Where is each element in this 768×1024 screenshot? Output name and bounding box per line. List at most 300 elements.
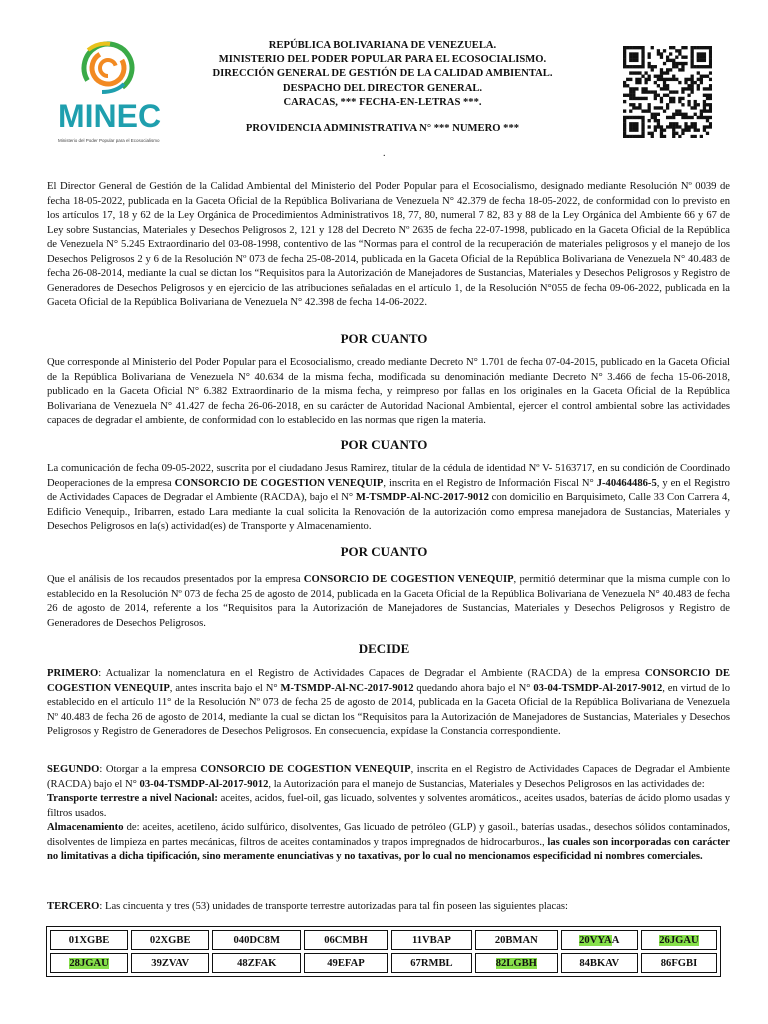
qr-module [623,62,626,65]
qr-module [629,71,632,74]
qr-module [654,90,657,93]
qr-module [678,81,681,84]
text-run: La comunicación de fecha 09-05-2022, suscrita por el ciudadano Jesus Ramirez, titular de la cédula de identidad Nº V- 5163717, en su condición de Coordinado Deoperaciones de la empresa [47,463,730,489]
qr-module [684,78,687,81]
qr-module [635,87,638,90]
qr-module [660,68,663,71]
qr-module [660,132,663,135]
qr-module [691,135,694,138]
qr-module [675,132,678,135]
qr-module [641,56,644,59]
qr-module [641,122,644,125]
qr-module [635,56,638,59]
qr-module [675,78,678,81]
qr-module [651,65,654,68]
qr-module [632,59,635,62]
qr-module [691,46,694,49]
qr-module [666,87,669,90]
header-line: DIRECCIÓN GENERAL DE GESTIÓN DE LA CALIDAD AMBIENTAL. [212,68,553,80]
qr-module [632,103,635,106]
qr-module [641,52,644,55]
qr-module [638,97,641,100]
qr-module [706,103,709,106]
rif-number: J-40464486-5 [596,477,657,489]
qr-module [691,125,694,128]
qr-module [644,90,647,93]
qr-module [648,78,651,81]
qr-module [654,94,657,97]
qr-module [660,75,663,78]
qr-module [629,135,632,138]
qr-module [681,65,684,68]
qr-module [706,94,709,97]
qr-module [666,106,669,109]
clause-label: TERCERO [47,901,100,912]
qr-module [641,90,644,93]
qr-module [629,87,632,90]
qr-module [635,71,638,74]
transporte-label: Transporte terrestre a nivel Nacional: [47,793,218,804]
qr-module [709,49,712,52]
qr-module [635,97,638,100]
qr-module [703,106,706,109]
company-name: CONSORCIO DE COGESTION VENEQUIP [47,668,731,694]
qr-module [669,59,672,62]
qr-module [694,46,697,49]
qr-module [629,97,632,100]
qr-module [700,75,703,78]
qr-module [654,97,657,100]
text-run: , la Autorización para el manejo de Sustancias, Materiales y Desechos Peligrosos en las actividades de: [268,778,705,790]
qr-module [691,78,694,81]
qr-module [632,52,635,55]
qr-module [666,56,669,59]
qr-module [635,59,638,62]
qr-module [635,125,638,128]
qr-module [703,52,706,55]
qr-module [648,109,651,112]
qr-module [629,94,632,97]
qr-module [641,46,644,49]
qr-module [632,125,635,128]
text-run: : Actualizar la nomenclatura en el Registro de Actividades Capaces de Degradar el Ambiente (RACDA) de la empresa [98,668,645,679]
qr-module [681,128,684,131]
qr-module [626,116,629,119]
qr-module [669,125,672,128]
text-run: , inscrita en el Registro de Información Fiscal N° [383,477,597,489]
qr-module [706,119,709,122]
qr-module [626,94,629,97]
qr-module [669,46,672,49]
qr-module [623,122,626,125]
qr-module [675,125,678,128]
qr-module [641,59,644,62]
qr-module [657,122,660,125]
qr-module [678,113,681,116]
qr-module [651,90,654,93]
plate-cell: 02XGBE [131,930,209,950]
qr-module [709,65,712,68]
qr-module [681,113,684,116]
qr-module [641,65,644,68]
qr-module [700,135,703,138]
header-dot: . [383,148,386,159]
qr-module [635,65,638,68]
plate-cell [641,930,717,950]
text-run: : Las cincuenta y tres (53) unidades de transporte terrestre autorizadas para tal fin poseen las siguientes placas: [99,901,568,912]
qr-module [706,65,709,68]
qr-module [675,56,678,59]
qr-module [663,84,666,87]
header-line: CARACAS, *** FECHA-EN-LETRAS ***. [283,96,482,108]
qr-module [648,106,651,109]
plate-cell: 11VBAP [391,930,472,950]
qr-module [669,100,672,103]
qr-module [703,116,706,119]
qr-module [709,122,712,125]
qr-module [648,56,651,59]
qr-module [675,49,678,52]
qr-module [703,125,706,128]
qr-module [681,68,684,71]
plate-cell: 67RMBL [391,953,472,973]
qr-module [657,119,660,122]
qr-module [681,46,684,49]
qr-module [681,90,684,93]
qr-module [666,59,669,62]
header-line: REPÚBLICA BOLIVARIANA DE VENEZUELA. [268,40,497,51]
qr-module [709,103,712,106]
por-cuanto-paragraph-3 [47,573,730,631]
qr-module [623,116,626,119]
plates-row [50,930,717,950]
plate-cell: 040DC8M [212,930,301,950]
qr-module [709,62,712,65]
qr-module [648,62,651,65]
qr-module [648,75,651,78]
qr-module [638,81,641,84]
qr-module [669,78,672,81]
qr-module [675,62,678,65]
qr-module [703,59,706,62]
qr-module [657,75,660,78]
qr-module [644,87,647,90]
qr-module [641,75,644,78]
qr-module [663,81,666,84]
qr-module [632,94,635,97]
qr-module [703,100,706,103]
text-run: , permitió determinar que la misma cumple con lo establecido en la Resolución Nº 073 de fecha 25 de agosto de 2014, publicada en la Gaceta Oficial de la República Bolivariana de Venezuela N° 40.483 de fecha 26 de agosto de 2014, referente a los “Requisitos para la Autorización de Manejadores de Sustancias, Materiales y Desechos Peligrosos y Registro de Generadores de Desechos Peligrosos. [47,574,730,629]
qr-module [666,94,669,97]
qr-module [697,65,700,68]
qr-module [629,52,632,55]
qr-module [660,97,663,100]
qr-module [672,75,675,78]
plate-cell: 20BMAN [475,930,557,950]
qr-module [657,94,660,97]
qr-module [706,132,709,135]
qr-module [641,132,644,135]
qr-module [648,65,651,68]
qr-module [648,125,651,128]
qr-module [700,52,703,55]
qr-module [703,87,706,90]
qr-module [663,49,666,52]
qr-module [691,106,694,109]
qr-module [629,103,632,106]
qr-module [684,81,687,84]
qr-module [703,46,706,49]
qr-module [648,103,651,106]
plate-cell: 01XGBE [50,930,128,950]
qr-module [691,62,694,65]
qr-module [687,103,690,106]
qr-module [678,52,681,55]
qr-module [629,59,632,62]
qr-module [672,122,675,125]
por-cuanto-paragraph-1: Que corresponde al Ministerio del Poder Popular para el Ecosocialismo, creado mediante Decreto N° 1.701 de fecha 07-04-2015, publicado en la Gaceta Oficial de la República Bolivariana de Venezuela N° 40.634 de la misma fecha, modificada su denominación mediante Decreto N° 3.466 de fecha 15-06-2018, publicado en la Gaceta Oficial N° 6.382 Extraordinario de la misma fecha, y reimpreso por fallas en los originales en la Gaceta Oficial de la República Bolivariana de Venezuela N° 41.427 de fecha 26-06-2018, en su carácter de Autoridad Nacional Ambiental, ejercer el control ambiental sobre las actividades capaces de degradar el ambiente, de conformidad con lo establecido en las normas que rigen la materia. [47,357,730,426]
clause-label: PRIMERO [47,668,99,679]
plates-row [50,953,717,973]
text-run: , inscrita en el Registro de Actividades Capaces de Degradar el Ambiente (RACDA) bajo el N° [47,764,730,790]
qr-module [703,65,706,68]
highlighted-plate: 28JGAU [69,957,109,969]
qr-module [697,56,700,59]
qr-module [700,78,703,81]
qr-module [626,65,629,68]
qr-module [632,56,635,59]
qr-module [648,119,651,122]
qr-module [678,97,681,100]
qr-module [700,59,703,62]
qr-module [675,90,678,93]
qr-module [632,87,635,90]
qr-module [623,49,626,52]
qr-module [654,116,657,119]
qr-module [629,109,632,112]
qr-module [660,87,663,90]
minec-logo [58,40,162,150]
qr-module [694,113,697,116]
qr-module [691,116,694,119]
qr-module [666,116,669,119]
qr-module [672,97,675,100]
qr-module [700,65,703,68]
header-line: DESPACHO DEL DIRECTOR GENERAL. [282,82,483,94]
qr-module [654,81,657,84]
qr-module [694,103,697,106]
qr-module [681,132,684,135]
qr-module [623,65,626,68]
qr-module [709,97,712,100]
qr-module [623,84,626,87]
qr-module [626,135,629,138]
qr-module [623,125,626,128]
qr-module [635,128,638,131]
qr-module [651,113,654,116]
segundo-paragraph [47,763,730,865]
plate-cell: 06CMBH [304,930,388,950]
qr-module [660,78,663,81]
new-racda-code: 03-04-TSMDP-Al-2017-9012 [533,682,663,694]
qr-module [672,78,675,81]
qr-module [666,78,669,81]
qr-module [641,109,644,112]
qr-module [709,59,712,62]
qr-module [632,90,635,93]
qr-module [641,87,644,90]
qr-module [663,62,666,65]
qr-module [694,122,697,125]
qr-module [687,94,690,97]
qr-module [700,56,703,59]
qr-module [709,94,712,97]
qr-module [632,65,635,68]
intro-paragraph: El Director General de Gestión de la Calidad Ambiental del Ministerio del Poder Popular para el Ecosocialismo, designado mediante Resolución Nº 0039 de fecha 18-05-2022, publicada en la Gaceta Oficial de la República Bolivariana de Venezuela N° 42.379 de fecha 18-05-2022, de conformidad con lo previsto en los artículos 17, 18 y 62 de la Ley Orgánica de Procedimientos Administrativos 18, 77, 80, numeral 7 82, 83 y 88 de la Ley Orgánica del Ambiente 66 y 67 de Ley sobre Sustancias, Materiales y Desechos Peligrosos 2, 121 y 128 del Decreto Nº 2635 de fecha 22-07-1998, publicado en la Gaceta Oficial de la República de Venezuela N° 5.245 Extraordinario del 03-08-1998, contentivo de las “Normas para el control de la recuperación de materiales peligrosos y el manejo de los Desechos Peligrosos 2 y 6 de la Resolución Nº 073 de fecha 25-08-2014, publicada en la Gaceta Oficial de la República Bolivariana de Venezuela N° 40.483 de fecha 26-08-2014, mediante la cual se dictan los “Requisitos para la Autorización de Manejadores de Sustancias, Materiales y Desechos Peligrosos y Registro de Generadores de Desechos Peligrosos y en ejercicio de las atribuciones señaladas en el artículo 1, de la Resolución N°055 de fecha 09-06-2022, publicada en la Gaceta Oficial de la República Bolivariana de Venezuela N° 42.398 de fecha 14-06-2022. [47,181,730,308]
qr-module [697,52,700,55]
qr-module [669,122,672,125]
qr-module [648,132,651,135]
qr-module [675,65,678,68]
primero-paragraph [47,667,730,740]
qr-module [669,97,672,100]
qr-module [632,135,635,138]
qr-module [632,46,635,49]
qr-module [672,113,675,116]
plate-cell [50,953,128,973]
qr-module [641,135,644,138]
qr-module [654,65,657,68]
qr-module [684,113,687,116]
plate-cell: 39ZVAV [131,953,209,973]
qr-module [644,109,647,112]
qr-module [709,84,712,87]
qr-module [644,78,647,81]
qr-module [687,128,690,131]
qr-module [691,52,694,55]
plate-cell: 48ZFAK [212,953,301,973]
qr-module [641,116,644,119]
qr-module [709,109,712,112]
qr-module [632,128,635,131]
logo-subtitle: Ministerio del Poder Popular para el Ecosocialismo [58,138,160,143]
qr-module [697,71,700,74]
qr-module [669,52,672,55]
qr-module [657,113,660,116]
qr-module [660,125,663,128]
qr-module [648,90,651,93]
qr-module [660,106,663,109]
qr-module [706,46,709,49]
qr-module [629,125,632,128]
text-run: : Otorgar a la empresa [99,764,201,775]
qr-module [626,84,629,87]
qr-module [651,68,654,71]
qr-module [638,116,641,119]
highlighted-plate: 26JGAU [659,934,699,946]
qr-module [663,71,666,74]
qr-module [697,46,700,49]
qr-module [623,100,626,103]
qr-module [638,135,641,138]
qr-module [657,52,660,55]
qr-module [700,109,703,112]
qr-module [623,46,626,49]
qr-module [684,87,687,90]
text-run: quedando ahora bajo el N° [413,682,534,694]
qr-module [706,75,709,78]
qr-module [635,81,638,84]
qr-module [632,116,635,119]
qr-module [672,90,675,93]
qr-module [706,109,709,112]
qr-module [632,122,635,125]
qr-module [638,78,641,81]
qr-module [697,87,700,90]
qr-module [681,103,684,106]
qr-module [709,87,712,90]
plate-cell [475,953,557,973]
document-header [180,39,585,110]
qr-module [672,116,675,119]
qr-module [687,84,690,87]
decide-heading: DECIDE [358,641,410,656]
qr-module [672,62,675,65]
text-run: , antes inscrita bajo el N° [169,682,281,694]
qr-module [623,132,626,135]
qr-module [648,52,651,55]
qr-module [672,125,675,128]
qr-module [632,106,635,109]
qr-module [641,62,644,65]
almacenamiento-label: Almacenamiento [47,822,124,833]
qr-module [703,75,706,78]
qr-module [709,46,712,49]
qr-module [694,106,697,109]
qr-module [644,97,647,100]
qr-module [687,116,690,119]
qr-module [691,122,694,125]
qr-module [678,62,681,65]
qr-module [700,113,703,116]
qr-module [684,128,687,131]
qr-module [709,78,712,81]
qr-module [709,125,712,128]
qr-module [691,81,694,84]
qr-module [623,135,626,138]
qr-module [666,125,669,128]
qr-module [635,52,638,55]
qr-module [703,109,706,112]
qr-module [641,125,644,128]
qr-module [678,68,681,71]
qr-module [678,109,681,112]
qr-module [684,125,687,128]
qr-module [684,46,687,49]
swirl-logo-icon [58,40,158,100]
qr-module [691,87,694,90]
text-run: aceites, acidos, fuel-oil, gas licuado, solventes y solventes aromáticos., aceites usados, baterías de ácido plomo usadas y filtros usados. [47,793,730,819]
qr-module [626,78,629,81]
qr-module [675,122,678,125]
qr-module [635,122,638,125]
qr-module [663,135,666,138]
qr-module [703,94,706,97]
qr-module [666,84,669,87]
highlighted-plate: 82LGBH [495,957,537,969]
qr-module [651,46,654,49]
qr-module [654,128,657,131]
